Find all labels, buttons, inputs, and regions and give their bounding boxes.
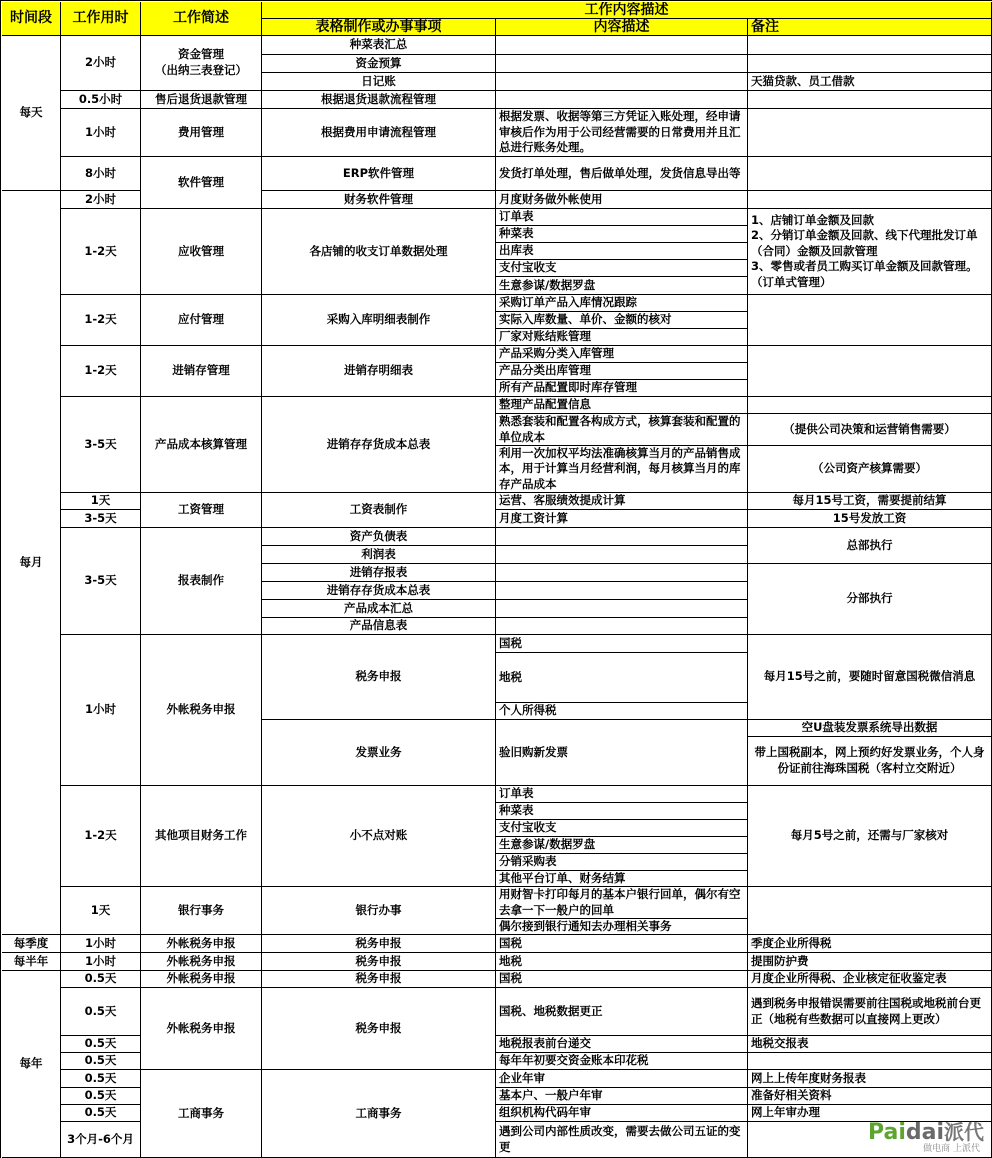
table-cell — [748, 295, 992, 346]
table-cell: 根据退货退款流程管理 — [262, 91, 496, 109]
table-cell: 分部执行 — [748, 564, 992, 635]
table-cell: 每月 — [2, 191, 61, 935]
table-cell: 利用一次加权平均法准确核算当月的产品销售成本，用于计算当月经营利润，每月核算当月的库存产品成本 — [496, 446, 748, 493]
table-cell: （提供公司决策和运营销售需要） — [748, 414, 992, 446]
table-cell: 提围防护费 — [748, 953, 992, 971]
table-cell: 日记账 — [262, 73, 496, 91]
table-cell: 进销存存货成本总表 — [262, 397, 496, 493]
table-cell — [748, 346, 992, 397]
table-cell: 15号发放工资 — [748, 510, 992, 528]
table-cell: 银行办事 — [262, 887, 496, 935]
watermark-brand: Paidai派代 — [867, 1120, 984, 1145]
table-cell: 采购入库明细表制作 — [262, 295, 496, 346]
table-cell: 产品成本核算管理 — [141, 397, 262, 493]
table-cell: 分销采购表 — [496, 854, 748, 871]
table-cell: 外帐税务申报 — [141, 971, 262, 988]
table-cell: （公司资产核算需要） — [748, 446, 992, 493]
table-cell — [748, 887, 992, 935]
table-cell — [748, 109, 992, 157]
table-cell — [496, 546, 748, 564]
table-cell: 每月15号工资，需要提前结算 — [748, 493, 992, 510]
table-cell: 工商事务 — [141, 1070, 262, 1158]
table-cell: 带上国税副本，网上预约好发票业务，个人身份证前往海珠国税（客村立交附近） — [748, 737, 992, 786]
table-cell: 每月5号之前，还需与厂家核对 — [748, 786, 992, 887]
table-cell: 遇到税务申报错误需要前往国税或地税前台更正（地税有些数据可以直接网上更改） — [748, 988, 992, 1036]
table-cell: 月度财务做外帐使用 — [496, 191, 748, 209]
table-cell: 利润表 — [262, 546, 496, 564]
table-cell: 0.5天 — [61, 1036, 141, 1053]
table-cell: 每年 — [2, 971, 61, 1158]
table-cell — [496, 600, 748, 618]
table-cell: 1小时 — [61, 935, 141, 953]
table-cell: 0.5天 — [61, 971, 141, 988]
table-cell: 小不点对账 — [262, 786, 496, 887]
table-cell: 每季度 — [2, 935, 61, 953]
table-cell: 外帐税务申报 — [141, 635, 262, 786]
table-cell: 基本户、一般户年审 — [496, 1088, 748, 1105]
table-cell: 根据费用申请流程管理 — [262, 109, 496, 157]
table-cell — [748, 36, 992, 55]
table-cell — [748, 55, 992, 73]
table-cell: 订单表 — [496, 786, 748, 803]
table-cell: 国税 — [496, 971, 748, 988]
table-cell: 1-2天 — [61, 346, 141, 397]
table-cell: 地税交报表 — [748, 1036, 992, 1053]
table-cell: 空U盘装发票系统导出数据 — [748, 720, 992, 737]
table-cell: 总部执行 — [748, 528, 992, 564]
table-cell: 发货打单处理，售后做单处理，发货信息导出等 — [496, 157, 748, 191]
table-cell: 出库表 — [496, 243, 748, 260]
table-cell: 1天 — [61, 493, 141, 510]
table-cell — [748, 91, 992, 109]
table-cell: 运营、客服绩效提成计算 — [496, 493, 748, 510]
table-cell: 所有产品配置即时库存管理 — [496, 380, 748, 397]
table-cell — [496, 55, 748, 73]
table-cell: 网上年审办理 — [748, 1105, 992, 1122]
table-cell: 进销存管理 — [141, 346, 262, 397]
table-cell: 1-2天 — [61, 295, 141, 346]
table-cell: 月度企业所得税、企业核定征收鉴定表 — [748, 971, 992, 988]
table-cell: 3-5天 — [61, 528, 141, 635]
table-cell: 1、店铺订单金额及回款 2、分销订单金额及回款、线下代理批发订单（合同）金额及回款管理 3、零售或者员工购买订单金额及回款管理。（订单式管理） — [748, 209, 992, 295]
table-header-cell: 表格制作或办事事项 — [262, 19, 496, 36]
table-cell: 地税报表前台递交 — [496, 1036, 748, 1053]
table-cell: 准备好相关资料 — [748, 1088, 992, 1105]
table-cell: 1-2天 — [61, 209, 141, 295]
table-cell: 2小时 — [61, 36, 141, 91]
table-cell: 国税、地税数据更正 — [496, 988, 748, 1036]
table-cell — [496, 73, 748, 91]
table-cell: 资金预算 — [262, 55, 496, 73]
watermark-tagline: 做电商 上派代 — [923, 1144, 980, 1154]
table-cell: 种菜表汇总 — [262, 36, 496, 55]
table-cell: 进销存报表 — [262, 564, 496, 582]
table-header-cell: 时间段 — [2, 2, 61, 36]
table-cell: 产品分类出库管理 — [496, 363, 748, 380]
table-cell: 支付宝收支 — [496, 820, 748, 837]
table-cell: 财务软件管理 — [262, 191, 496, 209]
table-cell — [748, 397, 992, 414]
table-cell: 其他平台订单、财务结算 — [496, 871, 748, 887]
table-cell: 1小时 — [61, 953, 141, 971]
table-cell: 税务申报 — [262, 988, 496, 1070]
table-cell: 进销存明细表 — [262, 346, 496, 397]
table-cell: 0.5天 — [61, 1070, 141, 1088]
table-cell: 季度企业所得税 — [748, 935, 992, 953]
table-cell: 外帐税务申报 — [141, 953, 262, 971]
table-cell: 税务申报 — [262, 953, 496, 971]
table-cell: 进销存存货成本总表 — [262, 582, 496, 600]
table-cell: 偶尔接到银行通知去办理相关事务 — [496, 919, 748, 935]
table-cell: 发票业务 — [262, 720, 496, 786]
table-cell: ERP软件管理 — [262, 157, 496, 191]
table-cell — [496, 582, 748, 600]
table-cell: 产品成本汇总 — [262, 600, 496, 618]
table-cell: 地税 — [496, 653, 748, 703]
table-cell: 实际入库数量、单价、金额的核对 — [496, 312, 748, 329]
table-cell: 资金管理 （出纳三表登记） — [141, 36, 262, 91]
table-cell: 遇到公司内部性质改变，需要去做公司五证的变更 — [496, 1122, 748, 1158]
table-cell: 月度工资计算 — [496, 510, 748, 528]
table-cell: 2小时 — [61, 191, 141, 209]
table-cell: 生意参谋/数据罗盘 — [496, 837, 748, 854]
table-cell: 售后退货退款管理 — [141, 91, 262, 109]
table-cell — [748, 1053, 992, 1070]
table-cell: 外帐税务申报 — [141, 935, 262, 953]
table-cell — [496, 528, 748, 546]
table-header-cell: 工作简述 — [141, 2, 262, 36]
table-cell: 银行事务 — [141, 887, 262, 935]
table-cell: 3-5天 — [61, 510, 141, 528]
table-header-cell: 工作内容描述 — [262, 2, 992, 19]
table-cell: 地税 — [496, 953, 748, 971]
table-cell: 验旧购新发票 — [496, 720, 748, 786]
table-cell — [496, 564, 748, 582]
table-cell: 每半年 — [2, 953, 61, 971]
table-header-cell: 备注 — [748, 19, 992, 36]
table-cell: 0.5天 — [61, 1053, 141, 1070]
table-cell: 整理产品配置信息 — [496, 397, 748, 414]
table-cell: 种菜表 — [496, 226, 748, 243]
table-cell: 0.5天 — [61, 1088, 141, 1105]
table-cell: 1小时 — [61, 635, 141, 786]
table-header-cell: 内容描述 — [496, 19, 748, 36]
table-cell: 应收管理 — [141, 209, 262, 295]
table-cell — [496, 91, 748, 109]
table-cell: 厂家对账结账管理 — [496, 329, 748, 346]
table-cell: 外帐税务申报 — [141, 988, 262, 1070]
table-cell — [748, 157, 992, 191]
table-cell: 采购订单产品入库情况跟踪 — [496, 295, 748, 312]
table-cell: 国税 — [496, 635, 748, 653]
table-cell — [496, 618, 748, 635]
table-cell: 每天 — [2, 36, 61, 191]
table-cell: 1天 — [61, 887, 141, 935]
table-cell: 0.5小时 — [61, 91, 141, 109]
table-cell: 天猫贷款、员工借款 — [748, 73, 992, 91]
table-cell: 支付宝收支 — [496, 260, 748, 277]
table-cell: 3个月-6个月 — [61, 1122, 141, 1158]
table-cell — [748, 191, 992, 209]
table-cell: 资产负债表 — [262, 528, 496, 546]
table-cell: 用财智卡打印每月的基本户银行回单，偶尔有空去拿一下一般户的回单 — [496, 887, 748, 919]
table-cell: 费用管理 — [141, 109, 262, 157]
table-cell: 网上上传年度财务报表 — [748, 1070, 992, 1088]
paidai-logo-watermark — [844, 1116, 984, 1154]
table-cell: 产品信息表 — [262, 618, 496, 635]
table-cell: 熟悉套装和配置各构成方式，核算套装和配置的单位成本 — [496, 414, 748, 446]
table-cell: 组织机构代码年审 — [496, 1105, 748, 1122]
table-cell: 税务申报 — [262, 635, 496, 720]
table-cell: 每年年初要交资金账本印花税 — [496, 1053, 748, 1070]
table-cell: 软件管理 — [141, 157, 262, 209]
table-cell: 工资管理 — [141, 493, 262, 528]
table-cell: 产品采购分类入库管理 — [496, 346, 748, 363]
table-cell: 种菜表 — [496, 803, 748, 820]
table-cell: 报表制作 — [141, 528, 262, 635]
table-cell: 8小时 — [61, 157, 141, 191]
table-cell: 应付管理 — [141, 295, 262, 346]
table-cell: 生意参谋/数据罗盘 — [496, 277, 748, 295]
table-cell: 个人所得税 — [496, 703, 748, 720]
table-cell: 各店铺的收支订单数据处理 — [262, 209, 496, 295]
table-cell — [496, 36, 748, 55]
table-cell: 1小时 — [61, 109, 141, 157]
table-cell: 0.5天 — [61, 1105, 141, 1122]
table-cell: 根据发票、收据等第三方凭证入账处理，经申请审核后作为用于公司经营需要的日常费用并且汇总进行账务处理。 — [496, 109, 748, 157]
table-cell: 工商事务 — [262, 1070, 496, 1158]
table-cell: 税务申报 — [262, 935, 496, 953]
table-cell: 税务申报 — [262, 971, 496, 988]
table-cell: 工资表制作 — [262, 493, 496, 528]
table-cell: 3-5天 — [61, 397, 141, 493]
table-cell: 0.5天 — [61, 988, 141, 1036]
table-cell: 1-2天 — [61, 786, 141, 887]
table-cell: 每月15号之前，要随时留意国税微信消息 — [748, 635, 992, 720]
table-cell: 订单表 — [496, 209, 748, 226]
table-cell: 企业年审 — [496, 1070, 748, 1088]
table-header-cell: 工作用时 — [61, 2, 141, 36]
table-cell: 国税 — [496, 935, 748, 953]
table-cell: 其他项目财务工作 — [141, 786, 262, 887]
